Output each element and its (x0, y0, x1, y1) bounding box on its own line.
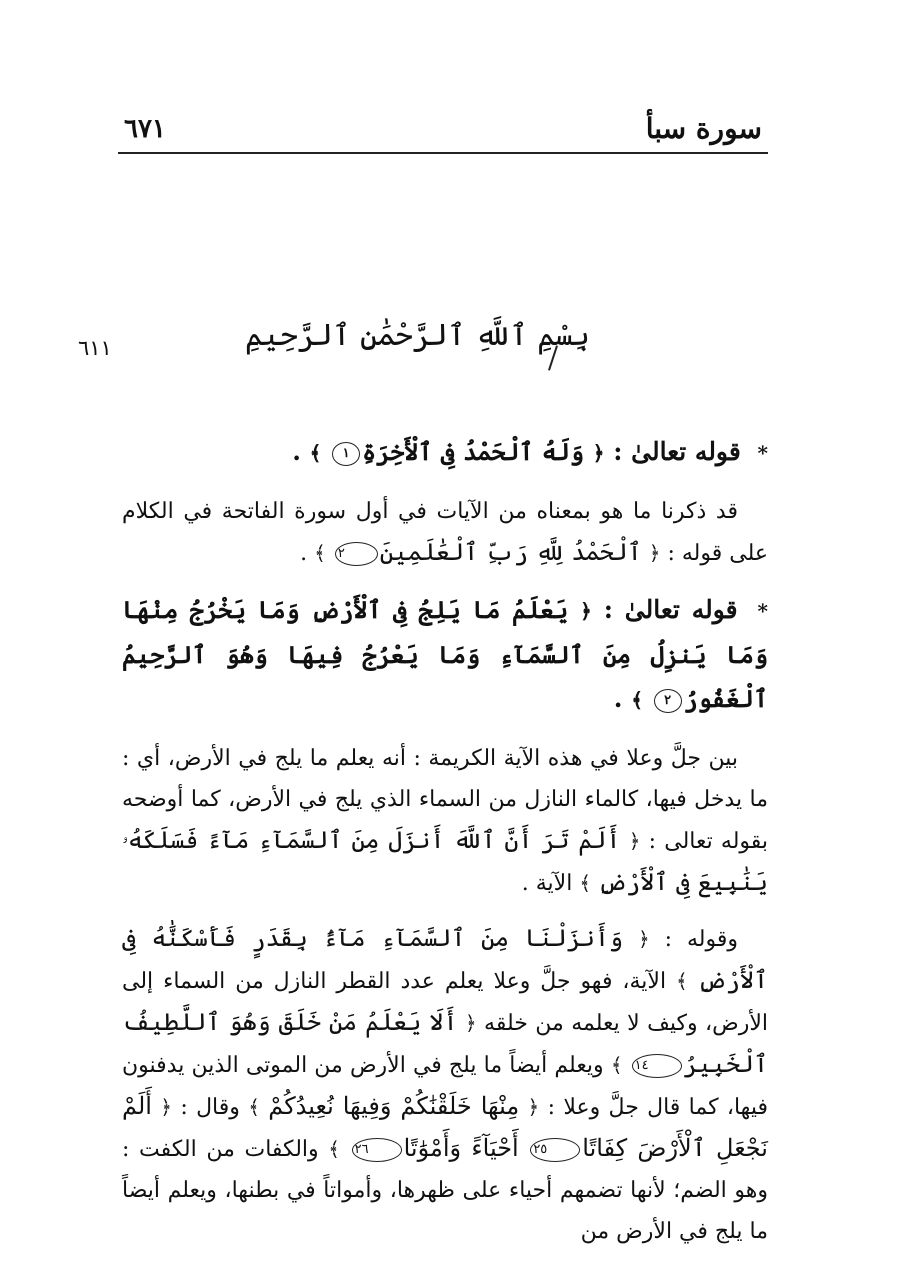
verse-heading-1 (122, 430, 768, 475)
bracket-close: ﴾ (309, 441, 322, 465)
paragraph-text: ويعلم أيضاً ما يلج في الأرض من الموتى الذين يدفنون فيها، كما قال جلَّ وعلا : (122, 1053, 768, 1120)
star-icon: * (757, 441, 768, 465)
bracket-close: ﴾ (328, 1137, 340, 1161)
bracket-open: ﴿ (638, 927, 650, 951)
paragraph-tail: الآية . (521, 871, 573, 896)
heading-label: قوله تعالىٰ : (613, 437, 741, 466)
paragraph-2 (122, 738, 768, 904)
ayah-number-icon: ٢٦ (352, 1138, 402, 1162)
star-icon: * (757, 599, 768, 623)
quran-verse: وَأَنزَلْنَا مِنَ ٱلسَّمَآءِ مَآءًۢ بِقَدَرٍ فَأَسْكَنَّٰهُ فِى ٱلْأَرْضِ (122, 924, 768, 994)
paragraph-text: وقوله : (664, 927, 738, 952)
page-body (122, 430, 768, 1266)
paragraph-text: قد ذكرنا ما هو بمعناه من الآيات في أول سورة الفاتحة في الكلام على قوله : (122, 499, 768, 566)
period: . (292, 437, 301, 466)
quran-verse: مِنْهَا خَلَقْنَٰكُمْ وَفِيهَا نُعِيدُكُمْ (268, 1092, 520, 1120)
bracket-close: ﴾ (248, 1095, 260, 1119)
quran-verse: أَحْيَآءً وَأَمْوَٰتًا (403, 1134, 519, 1162)
page-number: ٦٧١ (124, 114, 166, 144)
surah-title: سورة سبأ (645, 112, 762, 145)
bracket-open: ﴿ (580, 599, 592, 623)
ayah-number-icon: ١ (332, 442, 360, 466)
paragraph-text: وقال : (180, 1095, 240, 1120)
bracket-close: ﴾ (631, 688, 643, 712)
bracket-close: ﴾ (314, 541, 326, 565)
basmala-calligraphy: بِسْمِ ٱللَّهِ ٱلرَّحْمَٰنِ ٱلرَّحِيمِ (244, 318, 590, 353)
ayah-number-icon: ٢٥ (530, 1138, 580, 1162)
bracket-close: ﴾ (610, 1053, 623, 1077)
quran-verse: أَلَا يَعْلَمُ مَنْ خَلَقَ وَهُوَ ٱللَّطِيفُ ٱلْخَبِيرُ (122, 1008, 768, 1078)
quran-verse: أَلَمْ نَجْعَلِ ٱلْأَرْضَ كِفَاتًا (122, 1092, 768, 1162)
quran-verse: ٱلْحَمْدُ لِلَّهِ رَبِّ ٱلْعَٰلَمِينَ (379, 538, 642, 566)
bracket-close: ﴾ (579, 871, 592, 895)
ayah-number-icon: ١٤ (632, 1054, 682, 1078)
quran-verse: أَلَمْ تَرَ أَنَّ ٱللَّهَ أَنزَلَ مِنَ ٱلسَّمَآءِ مَآءً فَسَلَكَهُۥ يَنَٰبِيعَ فِى ٱلْأَرْضِ (122, 826, 768, 896)
quran-verse: وَلَهُ ٱلْحَمْدُ فِى ٱلْأَخِرَةِ (362, 437, 585, 466)
bracket-open: ﴿ (648, 541, 661, 565)
paragraph-3 (122, 918, 768, 1252)
period: . (300, 541, 308, 566)
ayah-number-icon: ٢ (335, 542, 378, 566)
bracket-open: ﴿ (464, 1011, 477, 1035)
bracket-open: ﴿ (160, 1095, 172, 1119)
paragraph-text: الآية، فهو جلَّ وعلا يعلم عدد القطر النازل من السماء إلى الأرض، وكيف لا يعلمه من خلقه (122, 969, 768, 1036)
paragraph-1 (122, 491, 768, 574)
bracket-open: ﴿ (592, 441, 605, 465)
ayah-number-icon: ٢ (654, 689, 682, 713)
heading-label: قوله تعالىٰ : (603, 595, 738, 624)
bracket-close: ﴾ (676, 969, 688, 993)
period: . (613, 684, 623, 713)
margin-page-number: ٦١١ (78, 336, 112, 360)
verse-heading-2 (122, 588, 768, 722)
page-header (118, 108, 768, 154)
bracket-open: ﴿ (628, 829, 641, 853)
quran-verse: يَعْلَمُ مَا يَلِجُ فِى ٱلْأَرْضِ وَمَا يَخْرُجُ مِنْهَا وَمَا يَنزِلُ مِنَ ٱلسَّمَآءِ وَمَا يَعْرُجُ فِيهَا وَهُوَ ٱلرَّحِيمُ ٱلْغَفُورُ (122, 595, 768, 713)
paragraph-text: والكفات من الكفت : وهو الضم؛ لأنها تضمهم أحياء على ظهرها، وأمواتاً في بطنها، ويعلم أيضاً ما يلج في الأرض من (122, 1137, 768, 1244)
paragraph-text: بين جلَّ وعلا في هذه الآية الكريمة : أنه يعلم ما يلج في الأرض، أي : ما يدخل فيها، كالماء النازل من السماء الذي يلج في الأرض، كما أوضحه بقوله تعالى : (122, 746, 769, 854)
bracket-open: ﴿ (527, 1095, 540, 1119)
